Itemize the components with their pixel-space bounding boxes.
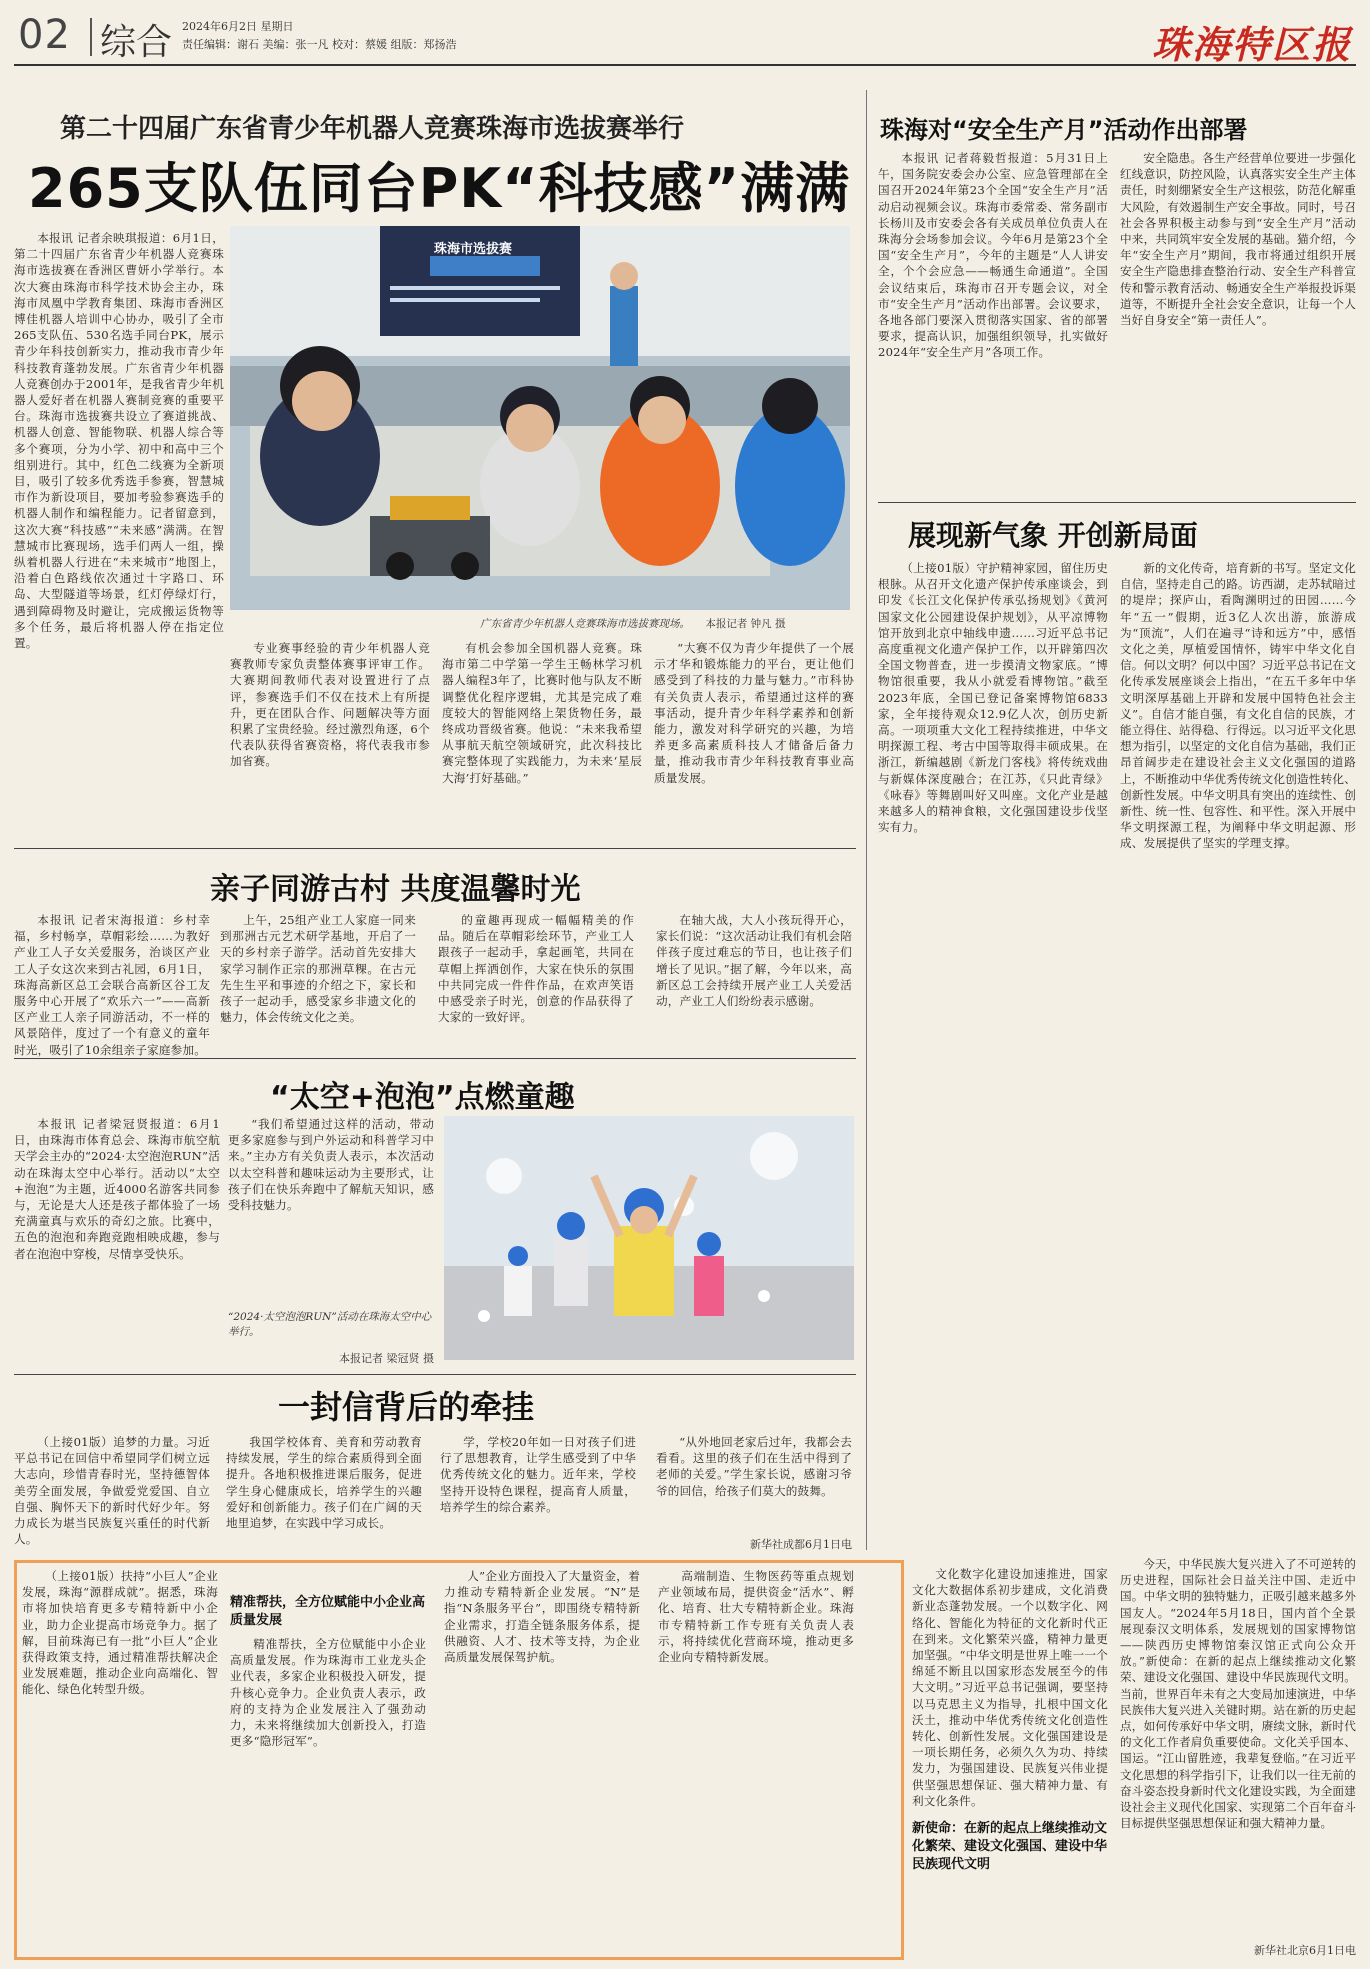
enterprise-col-3 <box>444 1568 640 1952</box>
section-name: 综合 <box>100 22 173 63</box>
robot-col-3 <box>442 640 642 840</box>
robot-caption-credit: 本报记者 钟凡 摄 <box>705 618 786 630</box>
letter-col-1 <box>14 1434 210 1552</box>
enterprise-col-3-text: 人”企业方面投入了大量资金，着力推动专精特新企业发展。“N”是指“N条服务平台”，即围绕专精特新企业需求，打造全链条服务体系，提供融资、人才、技术等支持，为企业高质量发展保驾护航。 <box>444 1569 640 1665</box>
editors-line: 责任编辑：谢石 美编：张一凡 校对：蔡媛 组版：郑扬浩 <box>182 38 457 51</box>
bubble-col-1 <box>14 1116 220 1368</box>
enterprise-col-2-text: 精准帮扶，全方位赋能中小企业高质量发展。作为珠海市工业龙头企业代表，多家企业积极投入研发，提升核心竞争力。企业负责人表示，政府的支持为企业发展注入了强劲动力，未来将继续加大创新投入，打造更多“隐形冠军”。 <box>230 1637 426 1749</box>
enterprise-col-4-text: 高端制造、生物医药等重点规划产业领域布局，提供资金“活水”、孵化、培育、壮大专精特新企业。珠海市专精特新工作专班有关负责人表示，将持续优化营商环境，推动更多企业向专精特新发展。 <box>658 1569 854 1665</box>
village-col-3-text: 的童趣再现成一幅幅精美的作品。随后在草帽彩绘环节，产业工人跟孩子一起动手，拿起画笔，共同在草帽上挥洒创作，大家在快乐的氛围中共同完成一件件作品，在欢声笑语中感受亲子时光，创意的作品获得了大家的一致好评。 <box>438 913 634 1025</box>
village-col-3 <box>438 912 634 1048</box>
bubble-photo-caption <box>228 1310 434 1340</box>
letter-col-3 <box>440 1434 636 1552</box>
culture-title: 展现新气象 开创新局面 <box>908 519 1198 552</box>
culture-subhead: 新使命：在新的起点上继续推动文化繁荣、建设文化强国、建设中华民族现代文明 <box>912 1821 1108 1872</box>
robot-col-4-text: “大赛不仅为青少年提供了一个展示才华和锻炼能力的平台，更让他们感受到了科技的力量与魅力。”市科协有关负责人表示，希望通过这样的赛事活动，提升青少年科学素养和创新能力，激发对科学研究的兴趣，为培养更多高素质科技人才储备后备力量，推动我市青少年科技教育事业高质量发展。 <box>654 641 854 785</box>
safety-col-1-text: 本报讯 记者蒋毅哲报道：5月31日上午，国务院安委会办公室、应急管理部在全国召开2024年第23个全国“安全生产月”活动启动视频会议。珠海市委常委、常务副市长杨川及市安委会各有关成员单位负责人在珠海分会场参加会议。今年6月是第23个全国“安全生产月”，今年的主题是“人人讲安全，个个会应急——畅通生命通道”。全国会议结束后，珠海市召开专题会议，对全市“安全生产月”活动作出部署。会议要求，各地各部门要深入贯彻落实国家、省的部署要求，提高认识，加强组织领导，扎实做好2024年“安全生产月”各项工作。 <box>878 151 1108 360</box>
letter-col-2 <box>226 1434 422 1552</box>
culture-col-3 <box>912 1566 1108 1816</box>
masthead-divider <box>90 18 92 56</box>
bubble-col-2 <box>228 1116 434 1306</box>
right-column-divider <box>866 90 867 1550</box>
village-col-4-text: 在轴大战，大人小孩玩得开心，家长们说：“这次活动让我们有机会陪伴孩子度过难忘的节日，也让孩子们增长了见识。”据了解，今年以来，高新区总工会持续开展产业工人关爱活动，产业工人们纷纷表示感谢。 <box>656 913 852 1009</box>
robot-photo <box>230 226 850 610</box>
enterprise-col-1-text: （上接01版）扶持“小巨人”企业发展，珠海“源群成就”。据悉，珠海市将加快培育更多专精特新中小企业，助力企业提高市场竞争力。据了解，目前珠海已有一批“小巨人”企业获得政策支持，通过精准帮扶解决企业发展难题，推动企业向高端化、智能化、绿色化转型升级。 <box>22 1569 218 1697</box>
bubble-credit: 本报记者 梁冠贤 摄 <box>339 1352 434 1365</box>
enterprise-col-1 <box>22 1568 218 1952</box>
safety-title: 珠海对“安全生产月”活动作出部署 <box>880 116 1248 144</box>
rule-safety-bottom <box>878 502 1356 503</box>
village-col-1-text: 本报讯 记者宋海报道：乡村幸福，乡村畅享，草帽彩绘……为教好产业工人子女关爱服务，治谈区产业工人子女这次来到古礼园，6月1日，珠海高新区总工会联合高新区谷工友服务中心开展了“欢乐六一”——高新区产业工人亲子同游活动，不一样的风景陪伴，度过了一个有意义的童年时光，吸引了10余组亲子家庭参加。 <box>14 913 210 1057</box>
robot-col-1-text: 本报讯 记者余映琪报道：6月1日，第二十四届广东省青少年机器人竞赛珠海市选拔赛在香洲区曹妍小学举行。本次大赛由珠海市科学技术协会主办，珠海市凤凰中学教育集团、珠海市香洲区博佳机器人培训中心协办，吸引了全市265支队伍、530名选手同台PK，展示青少年科技创新实力，推动我市青少年科技教育蓬勃发展。广东省青少年机器人竞赛创办于2001年，是我省青少年机器人爱好者在机器人赛制竞赛的重要平台。珠海市选拔赛共设立了赛道挑战、机器人创意、智能物联、机器人综合等多个赛项，分为小学、初中和高中三个组别进行。其中，红色二线赛为全新项目，吸引了较多优秀选手参赛，智慧城市作为新设项目，要加考验参赛选手的机器人制作和编程能力。记者留意到，这次大赛“科技感”“未来感”满满。在智慧城市比赛现场，选手们两人一组，操纵着机器人行进在“未来城市”地图上，沿着白色路线依次通过十字路口、环岛、大型隧道等场景，红灯停绿灯行，遇到障碍物及时避让，完成搬运货物等多个任务，最后将机器人停在指定位置。 <box>14 231 224 651</box>
safety-col-2 <box>1120 150 1356 494</box>
village-col-2-text: 上午，25组产业工人家庭一同来到那洲古元艺术研学基地，开启了一天的乡村亲子游学。活动首先安排大家学习制作正宗的那洲草粿。在古元先生生平和事迹的介绍之下，家长和孩子一起动手，感受家乡非遗文化的魅力，体会传统文化之美。 <box>220 913 416 1025</box>
robot-photo-caption <box>480 616 786 631</box>
letter-col-1-text: （上接01版）追梦的力量。习近平总书记在回信中希望同学们树立远大志向，珍惜青春时光，坚持德智体美劳全面发展，争做爱党爱国、自立自强、胸怀天下的新时代好少年。努力成长为堪当民族复兴重任的时代新人。 <box>14 1435 210 1547</box>
robot-col-3-text: 有机会参加全国机器人竞赛。珠海市第二中学第一学生王畅林学习机器人编程3年了，比赛时他与队友不断调整优化程序逻辑，尤其是完成了难度较大的智能网络上架货物任务，最终成功晋级省赛。他说：“未来我希望从事航天航空领域研究，此次科技比赛完整体现了实践能力，为未来‘星辰大海’打好基础。” <box>442 641 642 785</box>
village-col-1 <box>14 912 210 1057</box>
safety-col-1 <box>878 150 1108 494</box>
letter-byline: 新华社成都6月1日电 <box>750 1538 852 1551</box>
letter-col-3-text: 学，学校20年如一日对孩子们进行了思想教育，让学生感受到了中华优秀传统文化的魅力。近年来，学校坚持开设特色课程，提高育人质量，培养学生的综合素养。 <box>440 1435 636 1514</box>
culture-col-4 <box>1120 1556 1356 1936</box>
letter-col-2-text: 我国学校体育、美育和劳动教育持续发展，学生的综合素质得到全面提升。各地积极推进课后服务，促进学生身心健康成长，培养学生的兴趣爱好和创新能力。孩子们在广阔的天地里追梦，在实践中学习成长。 <box>226 1435 422 1531</box>
bubble-run-image <box>444 1116 854 1360</box>
bubble-caption-text: “2024·太空泡泡RUN”活动在珠海太空中心举行。 <box>228 1311 432 1338</box>
rule-village-bottom <box>14 1058 856 1059</box>
village-col-4 <box>656 912 852 1048</box>
culture-col-3-text: 文化数字化建设加速推进，国家文化大数据体系初步建成，文化消费新业态蓬勃发展。一个以数字化、网络化、智能化为特征的文化新时代正在到来。文化繁荣兴盛，精神力量更加坚强。“中华文明是世界上唯一一个绵延不断且以国家形态发展至今的伟大文明。”习近平总书记强调，要坚持以马克思主义为指导，扎根中国文化沃土，推动中华优秀传统文化创造性转化、创新性发展。文化强国建设是一项长期任务，必须久久为功、持续发力，为强国建设、民族复兴伟业提供坚强思想保证、强大精神力量、有利文化条件。 <box>912 1567 1108 1808</box>
culture-byline: 新华社北京6月1日电 <box>1254 1944 1356 1957</box>
culture-col-1-text: （上接01版）守护精神家园，留住历史根脉。从召开文化遗产保护传承座谈会，到印发《长江文化保护传承弘扬规划》《黄河国家文化公园建设保护规划》，从平凉博物馆开放到北京中轴线申遗……习近平总书记高度重视文化遗产保护工作，以开辟第四次全国文物普查，进一步摸清文物家底。“博物馆很重要，我从小就爱看博物馆。”截至2023年底，全国已登记备案博物馆6833家，全年接待观众12.9亿人次，创历史新高。一项项重大文化工程持续推进，中华文明探源工程、考古中国等取得丰硕成果。在浙江，新编越剧《新龙门客栈》将传统戏曲与新媒体深度融合；在江苏，《只此青绿》《咏春》等舞剧叫好又叫座。文化产业是越来越多人的精神食粮，文化强国建设步伐坚实有力。 <box>878 561 1108 835</box>
letter-col-4-text: “从外地回老家后过年，我都会去看看。这里的孩子们在生活中得到了老师的关爱。”学生家长说，感谢习爷爷的回信，给孩子们莫大的鼓舞。 <box>656 1435 852 1498</box>
rule-robot-bottom <box>14 848 856 849</box>
letter-title: 一封信背后的牵挂 <box>278 1388 535 1426</box>
page-number: 02 <box>18 12 71 58</box>
culture-col-1 <box>878 560 1108 1560</box>
robot-col-2-text: 专业赛事经验的青少年机器人竞赛教师专家负责整体赛事评审工作。大赛期间教师代表对设置进行了点评，参赛选手们不仅在技术上有所提升，更在团队合作、问题解决等方面积累了宝贵经验。经过激烈角逐，6个代表队获得省赛资格，将代表我市参加省赛。 <box>230 641 430 769</box>
safety-col-2-text: 安全隐患。各生产经营单位要进一步强化红线意识，防控风险，认真落实安全生产主体责任，时刻绷紧安全生产这根弦，防范化解重大风险，有效遏制生产安全事故。同时，号召社会各界积极主动参与到“安全生产月”活动中来，共同筑牢安全发展的基础。猫介绍，今年“安全生产月”期间，我市将通过组织开展安全生产隐患排查整治行动、安全生产科普宣传和警示教育活动、畅通安全生产举报投诉渠道等，不断提升全社会安全意识，让每一个人当好自身安全“第一责任人”。 <box>1120 151 1356 328</box>
robot-title: 265支队伍同台PK“科技感”满满 <box>28 157 851 220</box>
rule-bubble-bottom <box>14 1374 856 1375</box>
village-title: 亲子同游古村 共度温馨时光 <box>210 872 581 907</box>
newspaper-logo: 珠海特区报 <box>1151 22 1352 67</box>
village-col-2 <box>220 912 416 1048</box>
robot-col-4 <box>654 640 854 840</box>
bubble-photo <box>444 1116 854 1360</box>
bubble-title: “太空+泡泡”点燃童趣 <box>270 1080 575 1115</box>
culture-col-2-text: 新的文化传奇，培育新的书写。坚定文化自信，坚持走自己的路。访西湖，走苏轼暗过的堤岸；探庐山，看陶渊明过的田园……今年“五一”假期，近3亿人次出游，旅游成为“顶流”，人们在遍寻“诗和远方”中，感悟文化之美，厚植爱国情怀，铸牢中华文化自信。何以文明？何以中国？习近平总书记在文化传承发展座谈会上指出，“在五千多年中华文明深厚基础上开辟和发展中国特色社会主义”。自信才能自强，有文化自信的民族，才能立得住、站得稳、行得远。以习近平文化思想为指引，以坚定的文化自信为基础，我们正昂首阔步走在建设社会主义文化强国的道路上，不断推动中华优秀传统文化创造性转化、创新性发展。中华文明具有突出的连续性、创新性、统一性、包容性、和平性。深入开展中华文明探源工程，为阐释中华文明起源、形成、发展提供了坚实的学理支撑。 <box>1120 561 1356 851</box>
robot-photo-banner: 珠海市选拔赛 <box>434 242 513 257</box>
robot-subtitle: 第二十四届广东省青少年机器人竞赛珠海市选拔赛举行 <box>60 114 685 144</box>
bubble-col-2-text: “我们希望通过这样的活动，带动更多家庭参与到户外运动和科普学习中来。”主办方有关负责人表示，本次活动以太空科普和趣味运动为主要形式，让孩子们在快乐奔跑中了解航天知识，感受科技魅力。 <box>228 1117 434 1213</box>
culture-col-2 <box>1120 560 1356 1550</box>
issue-date: 2024年6月2日 星期日 <box>182 20 294 33</box>
bubble-col-1-text: 本报讯 记者梁冠贤报道：6月1日，由珠海市体育总会、珠海市航空航天学会主办的“2024·太空泡泡RUN”活动在珠海太空中心举行。活动以“太空+泡泡”为主题，近4000名游客共同参与，无论是大人还是孩子都体验了一场充满童真与欢乐的奇幻之旅。比赛中，五色的泡泡和奔跑竞跑相映成趣，参与者在泡泡中穿梭，尽情享受快乐。 <box>14 1117 220 1261</box>
masthead <box>14 12 1356 67</box>
enterprise-subhead: 精准帮扶，全方位赋能中小企业高质量发展 <box>230 1595 426 1628</box>
robot-col-1 <box>14 230 224 840</box>
robot-competition-image <box>230 226 850 610</box>
masthead-rule <box>14 64 1356 66</box>
enterprise-col-4 <box>658 1568 854 1952</box>
robot-col-2 <box>230 640 430 840</box>
enterprise-col-2 <box>230 1636 426 1952</box>
letter-col-4 <box>656 1434 852 1534</box>
robot-caption-text: 广东省青少年机器人竞赛珠海市选拔赛现场。 <box>480 618 690 630</box>
culture-col-4-text: 今天，中华民族大复兴进入了不可逆转的历史进程，国际社会日益关注中国、走近中国。中华文明的独特魅力，正吸引越来越多外国友人。“2024年5月18日，国内首个全景展现泰汉文明体系，发展规划的国家博物馆——陕西历史博物馆秦汉馆正式向公众开放。”新使命：在新的起点上继续推动文化繁荣、建设文化强国、建设中华民族现代文明。当前，世界百年未有之大变局加速演进，中华民族伟大复兴进入关键时期。站在新的历史起点，如何传承好中华文明，赓续文脉，新时代的文化工作者肩负重要使命。文化关乎国本、国运。“江山留胜迹，我辈复登临。”在习近平文化思想的科学指引下，让我们以一往无前的奋斗姿态投身新时代文化建设实践，为全面建设社会主义现代化国家、实现第二个百年奋斗目标提供坚强思想保证和强大精神力量。 <box>1120 1557 1356 1831</box>
